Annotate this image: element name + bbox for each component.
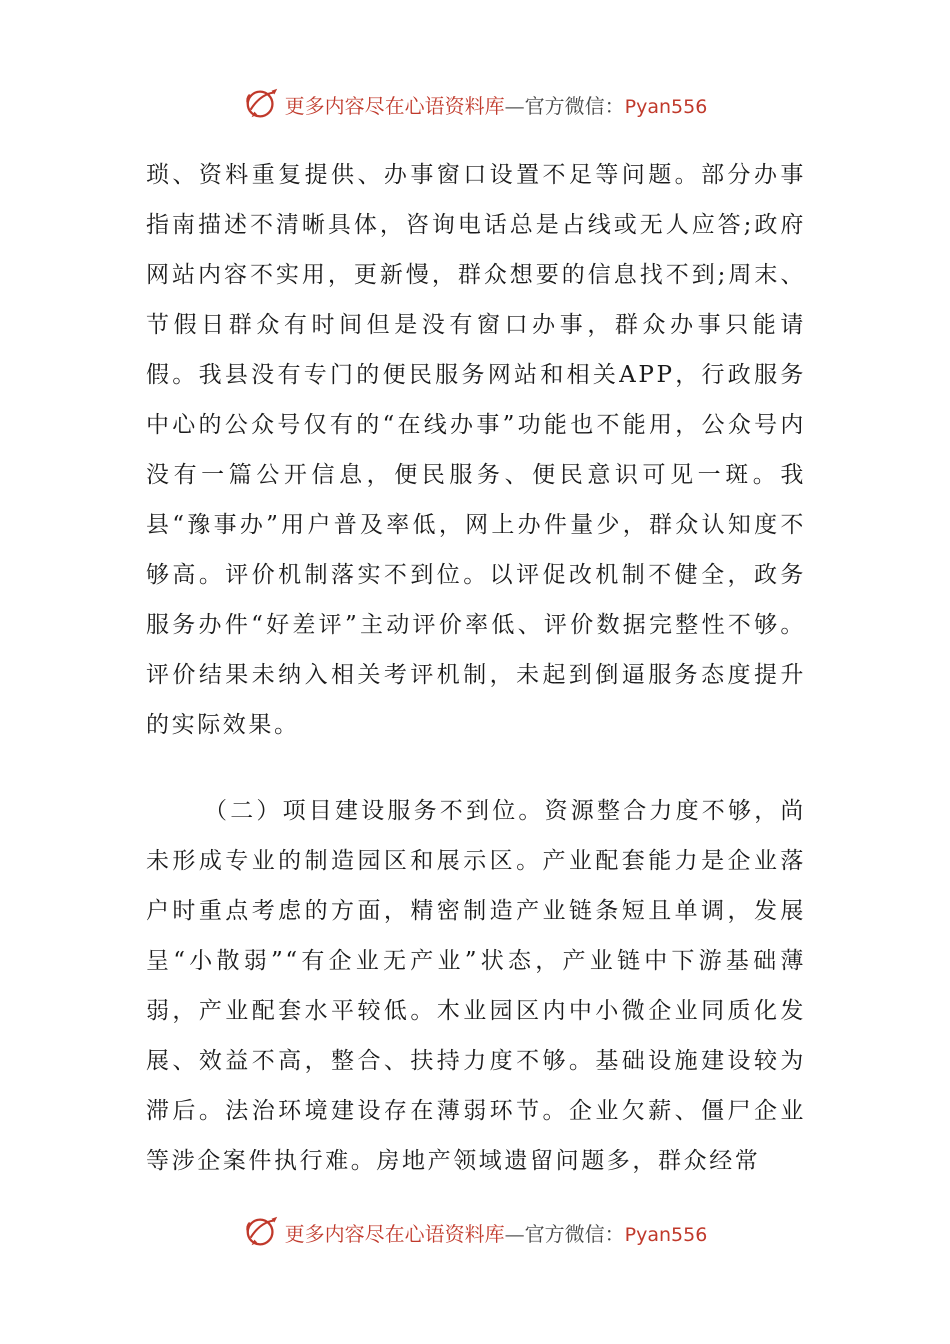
- pen-sun-logo-icon: [243, 1213, 281, 1251]
- header-banner: [0, 84, 950, 124]
- banner-contact-id: Pyan556: [624, 95, 708, 118]
- banner-separator: —: [504, 1221, 525, 1246]
- footer-banner: [0, 1212, 950, 1252]
- banner-contact-label: 官方微信：: [524, 1221, 625, 1246]
- banner-contact-label: 官方微信：: [524, 93, 625, 118]
- banner-text: [285, 1218, 708, 1247]
- banner-separator: —: [504, 93, 525, 118]
- banner-brand: 更多内容尽在心语资料库: [284, 1221, 505, 1246]
- banner-text: [285, 90, 708, 119]
- banner-contact-id: Pyan556: [624, 1223, 708, 1246]
- body-paragraph-1: 琐、资料重复提供、办事窗口设置不足等问题。部分办事指南描述不清晰具体，咨询电话总是占线或无人应答;政府网站内容不实用，更新慢，群众想要的信息找不到;周末、节假日群众有时间但是没有窗口办事，群众办事只能请假。我县没有专门的便民服务网站和相关APP，行政服务中心的公众号仅有的“在线办事”功能也不能用，公众号内没有一篇公开信息，便民服务、便民意识可见一斑。我县“豫事办”用户普及率低，网上办件量少，群众认知度不够高。评价机制落实不到位。以评促改机制不健全，政务服务办件“好差评”主动评价率低、评价数据完整性不够。评价结果未纳入相关考评机制，未起到倒逼服务态度提升的实际效果。: [146, 162, 806, 738]
- document-body: [146, 150, 806, 1186]
- pen-sun-logo-icon: [243, 85, 281, 123]
- banner-brand: 更多内容尽在心语资料库: [284, 93, 505, 118]
- body-paragraph-2: （二）项目建设服务不到位。资源整合力度不够，尚未形成专业的制造园区和展示区。产业配套能力是企业落户时重点考虑的方面，精密制造产业链条短且单调，发展呈“小散弱”“有企业无产业”状态，产业链中下游基础薄弱，产业配套水平较低。木业园区内中小微企业同质化发展、效益不高，整合、扶持力度不够。基础设施建设较为滞后。法治环境建设存在薄弱环节。企业欠薪、僵尸企业等涉企案件执行难。房地产领域遗留问题多，群众经常: [146, 798, 806, 1174]
